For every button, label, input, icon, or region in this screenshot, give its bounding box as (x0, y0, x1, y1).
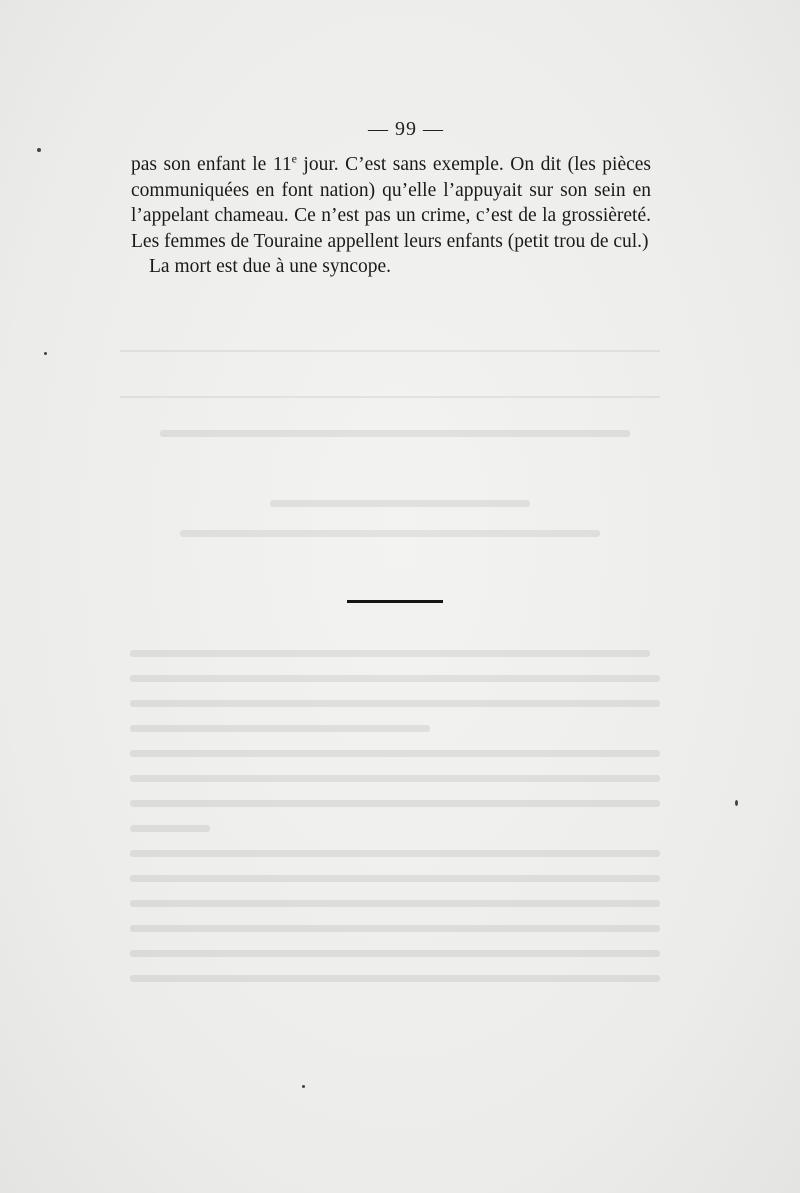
horizontal-rule (347, 600, 443, 603)
paragraph-text: jour. C’est sans exemple. On dit (les pièces communiquées en font nation) qu’elle l’appuyait sur son sein en l’appelant chameau. Ce n’est pas un crime, c’est de la grossièreté. Les femmes de Touraine appellent leurs enfants (petit trou de cul.) (131, 154, 651, 252)
bleed-through-text (120, 240, 680, 1010)
paragraph (131, 152, 651, 254)
paragraph-text: pas son enfant le 11 (131, 154, 292, 175)
ink-speck (735, 800, 738, 806)
ink-speck (37, 148, 41, 152)
paragraph: La mort est due à une syncope. (149, 256, 392, 277)
page-number: — 99 — (368, 118, 444, 140)
ink-speck (44, 352, 47, 355)
body-text (131, 152, 651, 280)
ink-speck (302, 1085, 305, 1088)
superscript: e (291, 151, 297, 166)
